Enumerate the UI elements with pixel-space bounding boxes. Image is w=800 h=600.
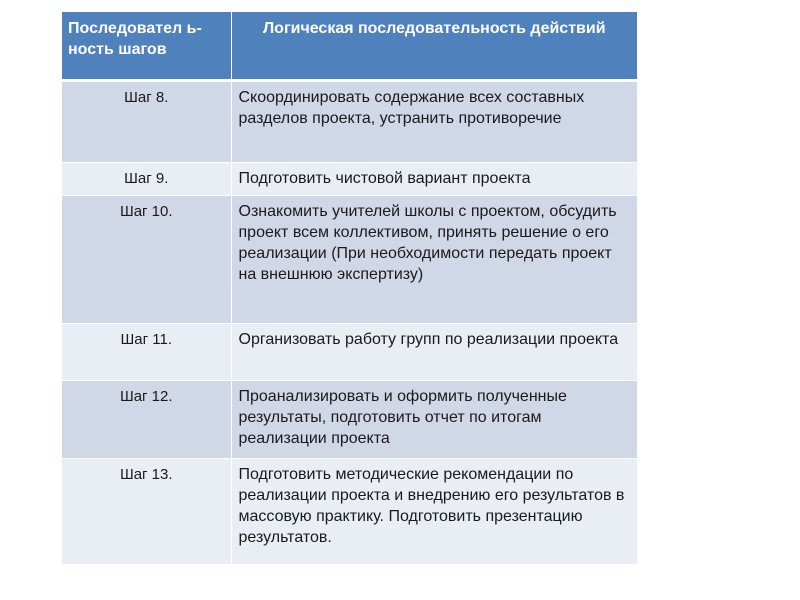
table-row [62,458,637,564]
step-number-cell: Шаг 9. [62,162,231,195]
header-action-sequence: Логическая последовательность действий [231,12,637,80]
step-number-cell: Шаг 10. [62,195,231,323]
step-number-cell: Шаг 11. [62,323,231,380]
header-step-sequence: Последовател ь-ность шагов [62,12,231,80]
step-number-cell: Шаг 13. [62,458,231,564]
step-action-cell: Проанализировать и оформить полученные результаты, подготовить отчет по итогам реализации проекта [231,380,637,458]
step-action-cell: Ознакомить учителей школы с проектом, обсудить проект всем коллективом, принять решение о его реализации (При необходимости передать проект на внешнюю экспертизу) [231,195,637,323]
steps-table [62,12,637,565]
table-row [62,80,637,162]
table-row [62,380,637,458]
step-number-cell: Шаг 8. [62,80,231,162]
step-number-cell: Шаг 12. [62,380,231,458]
table-row [62,162,637,195]
step-action-cell: Подготовить методические рекомендации по реализации проекта и внедрению его результатов в массовую практику. Подготовить презентацию результатов. [231,458,637,564]
table-header-row [62,12,637,80]
step-action-cell: Скоординировать содержание всех составных разделов проекта, устранить противоречие [231,80,637,162]
table-row [62,323,637,380]
table-row [62,195,637,323]
step-action-cell: Подготовить чистовой вариант проекта [231,162,637,195]
step-action-cell: Организовать работу групп по реализации проекта [231,323,637,380]
